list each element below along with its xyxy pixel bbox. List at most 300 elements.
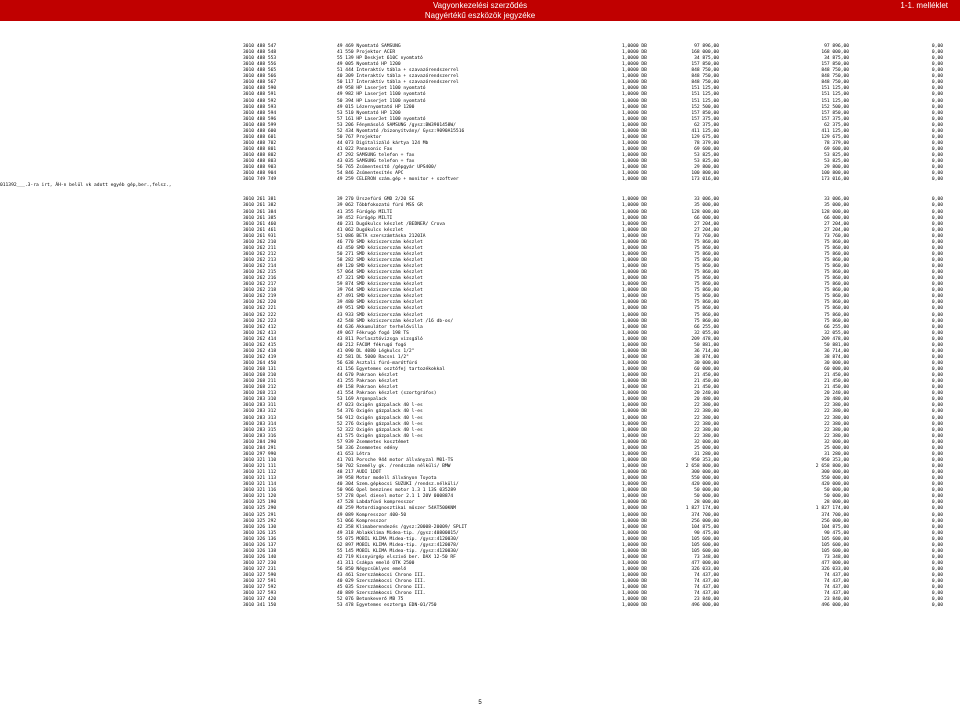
- asset-name: 41 575 Oxigén gázpalack 40 l-es: [337, 433, 423, 439]
- asset-name: 41 701 Porsche 944 motor állványzal M01-TS: [337, 457, 454, 463]
- depreciation-value: 496 000,00: [821, 603, 849, 609]
- gross-value: 53 825,00: [694, 153, 719, 159]
- asset-quantity: 1,0000 DB: [622, 312, 647, 318]
- depreciation-value: 21 450,00: [824, 373, 849, 379]
- gross-value: 75 860,00: [694, 312, 719, 318]
- asset-quantity: 1,0000 DB: [622, 500, 647, 506]
- gross-value: 74 437,00: [694, 585, 719, 591]
- asset-code: 3010 488 594: [243, 110, 277, 116]
- asset-quantity: 1,0000 DB: [622, 354, 647, 360]
- depreciation-value: 75 860,00: [824, 282, 849, 288]
- asset-quantity: 1,0000 DB: [622, 177, 647, 183]
- asset-name: 50 767 Projektor: [337, 134, 382, 140]
- asset-quantity: 1,0000 DB: [622, 62, 647, 68]
- depreciation-value: 157 850,00: [821, 110, 849, 116]
- depreciation-value: 75 860,00: [824, 257, 849, 263]
- asset-name: 49 469 Nyomtató SAMSUNG: [337, 44, 401, 49]
- asset-quantity: 1,0000 DB: [622, 348, 647, 354]
- asset-code: 3010 488 590: [243, 86, 277, 92]
- gross-value: 256 000,00: [691, 518, 719, 524]
- net-value: 0,00: [931, 203, 943, 209]
- net-value: 0,00: [931, 379, 943, 385]
- asset-name: 57 939 Zsemmetes kosztémet: [337, 439, 409, 445]
- asset-name: 49 158 Pakraon készlet: [337, 385, 398, 391]
- asset-name: 54 846 Zsűmentesítés APC: [337, 171, 404, 177]
- asset-quantity: 1,0000 DB: [622, 536, 647, 542]
- depreciation-value: 69 600,00: [824, 147, 849, 153]
- asset-quantity: 1,0000 DB: [622, 276, 647, 282]
- asset-quantity: 1,0000 DB: [622, 567, 647, 573]
- gross-value: 34 875,00: [694, 56, 719, 62]
- gross-value: 27 204,00: [694, 221, 719, 227]
- gross-value: 50 881,00: [694, 342, 719, 348]
- side-note: 011392___.3-ra irt, ÁH-n belül vk adott egyéb gép,ber.,felsz.,: [0, 183, 172, 189]
- asset-code: 3010 262 413: [243, 330, 277, 336]
- net-value: 0,00: [931, 215, 943, 221]
- asset-name: 44 636 Akkumulátor terhelővilla: [337, 324, 423, 330]
- asset-quantity: 1,0000 DB: [622, 464, 647, 470]
- asset-code: 3010 488 556: [243, 62, 277, 68]
- gross-value: 128 000,00: [691, 209, 719, 215]
- asset-quantity: 1,0000 DB: [622, 318, 647, 324]
- asset-name: 46 770 SMD kéziszerszám készlet: [337, 239, 423, 245]
- asset-name: 59 874 SMD kéziszerszám készlet: [337, 282, 423, 288]
- asset-name: 39 270 Úrszefúró GMD 2/20 SE: [337, 197, 415, 203]
- depreciation-value: 105 600,00: [821, 536, 849, 542]
- asset-code: 3010 488 591: [243, 92, 277, 98]
- gross-value: 75 860,00: [694, 318, 719, 324]
- gross-value: 21 450,00: [694, 385, 719, 391]
- asset-code: 3010 488 601: [243, 134, 277, 140]
- asset-name: 43 035 SAMSUNG telefon + fax: [337, 159, 415, 165]
- net-value: 0,00: [931, 457, 943, 463]
- asset-quantity: 1,0000 DB: [622, 439, 647, 445]
- net-value: 0,00: [931, 548, 943, 554]
- net-value: 0,00: [931, 336, 943, 342]
- net-value: 0,00: [931, 209, 943, 215]
- asset-code: 3010 284 290: [243, 439, 277, 445]
- net-value: 0,00: [931, 159, 943, 165]
- net-value: 0,00: [931, 245, 943, 251]
- asset-code: 3010 262 215: [243, 270, 277, 276]
- gross-value: 75 860,00: [694, 276, 719, 282]
- depreciation-value: 128 000,00: [821, 209, 849, 215]
- gross-value: 1 827 174,00: [685, 506, 719, 512]
- asset-name: 39 764 SMD kéziszerszám készlet: [337, 288, 423, 294]
- asset-name: 55 145 MOBIL KLIMA Midea-tip. /gysz:4120030/: [337, 548, 459, 554]
- net-value: 0,00: [931, 86, 943, 92]
- gross-value: 66 000,00: [694, 215, 719, 221]
- gross-value: 104 875,00: [691, 524, 719, 530]
- asset-quantity: 1,0000 DB: [622, 324, 647, 330]
- asset-quantity: 1,0000 DB: [622, 512, 647, 518]
- asset-name: 51 086 BETA szerszámtáska 2120IA: [337, 233, 426, 239]
- depreciation-value: 34 875,00: [824, 56, 849, 62]
- gross-value: 22 380,00: [694, 433, 719, 439]
- asset-code: 3010 261 385: [243, 215, 277, 221]
- asset-quantity: 1,0000 DB: [622, 147, 647, 153]
- asset-code: 3010 488 565: [243, 68, 277, 74]
- gross-value: 20 480,00: [694, 397, 719, 403]
- asset-name: 58 282 SMD kéziszerszám készlet: [337, 257, 423, 263]
- gross-value: 300 000,00: [691, 470, 719, 476]
- asset-code: 3010 262 220: [243, 300, 277, 306]
- asset-code: 3010 488 596: [243, 116, 277, 122]
- gross-value: 105 600,00: [691, 542, 719, 548]
- gross-value: 38 874,00: [694, 354, 719, 360]
- asset-name: 51 444 Interaktív tábla + szavazórendszerrel: [337, 68, 459, 74]
- asset-code: 3010 326 130: [243, 524, 277, 530]
- asset-quantity: 1,0000 DB: [622, 397, 647, 403]
- net-value: 0,00: [931, 288, 943, 294]
- depreciation-value: 209 478,00: [821, 336, 849, 342]
- gross-value: 25 000,00: [694, 445, 719, 451]
- gross-value: 78 379,00: [694, 140, 719, 146]
- asset-code: 3010 264 450: [243, 361, 277, 366]
- net-value: 0,00: [931, 312, 943, 318]
- asset-code: 3010 262 415: [243, 342, 277, 348]
- net-value: 0,00: [931, 542, 943, 548]
- depreciation-value: 62 375,00: [824, 122, 849, 128]
- net-value: 0,00: [931, 80, 943, 86]
- net-value: 0,00: [931, 318, 943, 324]
- gross-value: 157 850,00: [691, 62, 719, 68]
- asset-name: 50 394 HP Laserjet 1100 nyomtató: [337, 98, 426, 104]
- asset-quantity: 1,0000 DB: [622, 367, 647, 373]
- asset-code: 3010 325 290: [243, 506, 277, 512]
- depreciation-value: 74 437,00: [824, 585, 849, 591]
- gross-value: 22 380,00: [694, 409, 719, 415]
- asset-quantity: 1,0000 DB: [622, 98, 647, 104]
- net-value: 0,00: [931, 68, 943, 74]
- asset-name: 44 670 Pakraon készlet: [337, 373, 398, 379]
- asset-quantity: 1,0000 DB: [622, 306, 647, 312]
- asset-code: 3010 262 414: [243, 336, 277, 342]
- net-value: 0,00: [931, 257, 943, 263]
- gross-value: 74 437,00: [694, 579, 719, 585]
- asset-name: 56 912 Oxigén gázpalack 40 l-es: [337, 415, 423, 421]
- asset-name: 49 951 SMD kéziszerszám készlet: [337, 306, 423, 312]
- depreciation-value: 157 850,00: [821, 62, 849, 68]
- gross-value: 157 375,00: [691, 116, 719, 122]
- net-value: 0,00: [931, 92, 943, 98]
- asset-code: 3010 326 138: [243, 548, 277, 554]
- gross-value: 75 860,00: [694, 239, 719, 245]
- asset-name: 54 376 Oxigén gázpalack 40 l-es: [337, 409, 423, 415]
- asset-name: 41 022 Panasonic Fax: [337, 147, 393, 153]
- depreciation-value: 173 016,00: [821, 177, 849, 183]
- net-value: 0,00: [931, 276, 943, 282]
- asset-quantity: 1,0000 DB: [622, 74, 647, 80]
- net-value: 0,00: [931, 239, 943, 245]
- gross-value: 50 000,00: [694, 488, 719, 494]
- depreciation-value: 75 860,00: [824, 300, 849, 306]
- gross-value: 151 125,00: [691, 86, 719, 92]
- asset-quantity: 1,0000 DB: [622, 122, 647, 128]
- depreciation-value: 168 000,00: [821, 50, 849, 56]
- gross-value: 32 055,00: [694, 330, 719, 336]
- asset-name: 45 035 Szerszámkocsi Chrono III.: [337, 585, 426, 591]
- asset-code: 3010 326 135: [243, 530, 277, 536]
- gross-value: 33 006,00: [694, 197, 719, 203]
- asset-name: 62 897 MOBIL KLIMA Midea-tip. /gysz:4120078/: [337, 542, 459, 548]
- asset-name: 56 850 Négycsüklyes emelő: [337, 567, 407, 573]
- asset-name: 53 478 Egyetemes esztergа EDN-01/750: [337, 603, 437, 609]
- gross-value: 29 800,00: [694, 165, 719, 171]
- gross-value: 30 000,00: [694, 361, 719, 366]
- depreciation-value: 300 000,00: [821, 470, 849, 476]
- asset-code: 3010 325 190: [243, 500, 277, 506]
- depreciation-value: 848 750,00: [821, 68, 849, 74]
- asset-quantity: 1,0000 DB: [622, 153, 647, 159]
- net-value: 0,00: [931, 476, 943, 482]
- net-value: 0,00: [931, 348, 943, 354]
- gross-value: 326 033,00: [691, 567, 719, 573]
- asset-quantity: 1,0000 DB: [622, 361, 647, 366]
- asset-code: 3010 488 599: [243, 122, 277, 128]
- asset-code: 3010 262 212: [243, 251, 277, 257]
- asset-quantity: 1,0000 DB: [622, 165, 647, 171]
- asset-code: 3010 337 420: [243, 597, 277, 603]
- depreciation-value: 374 700,00: [821, 512, 849, 518]
- gross-value: 32 000,00: [694, 439, 719, 445]
- gross-value: 374 700,00: [691, 512, 719, 518]
- depreciation-value: 75 860,00: [824, 306, 849, 312]
- depreciation-value: 74 437,00: [824, 579, 849, 585]
- asset-code: 3010 488 548: [243, 50, 277, 56]
- depreciation-value: 157 375,00: [821, 116, 849, 122]
- asset-name: 41 062 Dugókulcs készlet: [337, 227, 404, 233]
- depreciation-value: 35 000,00: [824, 203, 849, 209]
- gross-value: 496 000,00: [691, 603, 719, 609]
- depreciation-value: 97 896,00: [824, 44, 849, 49]
- depreciation-value: 27 204,00: [824, 227, 849, 233]
- asset-name: 47 491 SMD kéziszerszám készlet: [337, 294, 423, 300]
- net-value: 0,00: [931, 128, 943, 134]
- gross-value: 20 240,00: [694, 391, 719, 397]
- net-value: 0,00: [931, 603, 943, 609]
- depreciation-value: 50 000,00: [824, 488, 849, 494]
- asset-name: 43 450 SMD kéziszerszám készlet: [337, 245, 423, 251]
- asset-code: 3010 488 702: [243, 140, 277, 146]
- gross-value: 22 380,00: [694, 421, 719, 427]
- depreciation-value: 66 000,00: [824, 215, 849, 221]
- net-value: 0,00: [931, 147, 943, 153]
- asset-quantity: 1,0000 DB: [622, 548, 647, 554]
- depreciation-value: 848 750,00: [821, 74, 849, 80]
- asset-name: 51 066 Kompresszor: [337, 518, 387, 524]
- depreciation-value: 22 380,00: [824, 409, 849, 415]
- asset-code: 3010 488 592: [243, 98, 277, 104]
- net-value: 0,00: [931, 306, 943, 312]
- asset-name: 57 161 HP LaserJet 1100 nyomtató: [337, 116, 426, 122]
- depreciation-value: 151 125,00: [821, 98, 849, 104]
- net-value: 0,00: [931, 324, 943, 330]
- net-value: 0,00: [931, 197, 943, 203]
- gross-value: 53 825,00: [694, 159, 719, 165]
- depreciation-value: 22 380,00: [824, 403, 849, 409]
- asset-quantity: 1,0000 DB: [622, 597, 647, 603]
- depreciation-value: 420 000,00: [821, 482, 849, 488]
- asset-quantity: 1,0000 DB: [622, 86, 647, 92]
- asset-code: 3010 326 136: [243, 536, 277, 542]
- asset-quantity: 1,0000 DB: [622, 56, 647, 62]
- asset-quantity: 1,0000 DB: [622, 215, 647, 221]
- asset-quantity: 1,0000 DB: [622, 421, 647, 427]
- asset-name: 58 336 Zsemmetes edény: [337, 445, 398, 451]
- depreciation-value: 326 033,00: [821, 567, 849, 573]
- asset-quantity: 1,0000 DB: [622, 330, 647, 336]
- gross-value: 73 348,00: [694, 554, 719, 560]
- gross-value: 151 125,00: [691, 92, 719, 98]
- net-value: 0,00: [931, 56, 943, 62]
- asset-name: 43 811 Porlasztóvizsga vizsgáló: [337, 336, 423, 342]
- net-value: 0,00: [931, 251, 943, 257]
- net-value: 0,00: [931, 439, 943, 445]
- depreciation-value: 74 437,00: [824, 573, 849, 579]
- gross-value: 157 850,00: [691, 110, 719, 116]
- depreciation-value: 22 380,00: [824, 415, 849, 421]
- asset-code: 3010 488 903: [243, 165, 277, 171]
- asset-quantity: 1,0000 DB: [622, 92, 647, 98]
- asset-quantity: 1,0000 DB: [622, 221, 647, 227]
- net-value: 0,00: [931, 403, 943, 409]
- asset-quantity: 1,0000 DB: [622, 68, 647, 74]
- asset-code: 3010 268 212: [243, 385, 277, 391]
- gross-value: 22 380,00: [694, 415, 719, 421]
- asset-code: 3010 262 418: [243, 348, 277, 354]
- asset-code: 3010 283 313: [243, 415, 277, 421]
- asset-name: 52 276 Oxigén gázpalack 40 l-es: [337, 421, 423, 427]
- depreciation-value: 20 240,00: [824, 391, 849, 397]
- asset-quantity: 1,0000 DB: [622, 409, 647, 415]
- depreciation-value: 73 348,00: [824, 554, 849, 560]
- net-value: 0,00: [931, 354, 943, 360]
- asset-quantity: 1,0000 DB: [622, 603, 647, 609]
- depreciation-value: 2 658 800,00: [815, 464, 849, 470]
- gross-value: 22 380,00: [694, 427, 719, 433]
- asset-code: 3010 321 116: [243, 488, 277, 494]
- asset-quantity: 1,0000 DB: [622, 573, 647, 579]
- depreciation-value: 151 125,00: [821, 86, 849, 92]
- net-value: 0,00: [931, 524, 943, 530]
- asset-code: 3010 749 749: [243, 177, 277, 183]
- gross-value: 75 860,00: [694, 306, 719, 312]
- gross-value: 28 000,00: [694, 500, 719, 506]
- net-value: 0,00: [931, 512, 943, 518]
- asset-quantity: 1,0000 DB: [622, 116, 647, 122]
- annex-label: 1-1. melléklet: [900, 1, 948, 10]
- asset-code: 3010 262 216: [243, 276, 277, 282]
- asset-quantity: 1,0000 DB: [622, 591, 647, 597]
- table-row: [0, 603, 960, 609]
- asset-code: 3010 262 211: [243, 245, 277, 251]
- gross-value: 50 000,00: [694, 494, 719, 500]
- depreciation-value: 75 860,00: [824, 288, 849, 294]
- depreciation-value: 75 860,00: [824, 270, 849, 276]
- net-value: 0,00: [931, 597, 943, 603]
- net-value: 0,00: [931, 554, 943, 560]
- asset-quantity: 1,0000 DB: [622, 257, 647, 263]
- asset-name: 57 064 SMD kéziszerszám készlet: [337, 270, 423, 276]
- asset-quantity: 1,0000 DB: [622, 336, 647, 342]
- asset-code: 3010 327 593: [243, 591, 277, 597]
- depreciation-value: 22 380,00: [824, 421, 849, 427]
- depreciation-value: 104 875,00: [821, 524, 849, 530]
- net-value: 0,00: [931, 264, 943, 270]
- asset-name: 43 933 SMD kéziszerszám készlet: [337, 312, 423, 318]
- depreciation-value: 75 860,00: [824, 318, 849, 324]
- asset-name: 55 075 MOBIL KLIMA Midea-tip. /gysz:4120030/: [337, 536, 459, 542]
- gross-value: 60 000,00: [694, 367, 719, 373]
- asset-name: 50 702 Személy gk. /rendszám nélküli/ BMW: [337, 464, 451, 470]
- asset-name: 49 089 Kompresszor 400-50: [337, 512, 407, 518]
- asset-quantity: 1,0000 DB: [622, 171, 647, 177]
- gross-value: 477 000,00: [691, 560, 719, 566]
- asset-code: 3010 283 314: [243, 421, 277, 427]
- net-value: 0,00: [931, 153, 943, 159]
- asset-name: 53 206 Fénymásoló SAMSUNG /gysz:BW3901458W/: [337, 122, 456, 128]
- net-value: 0,00: [931, 391, 943, 397]
- gross-value: 209 478,00: [691, 336, 719, 342]
- asset-name: 49 005 Nyomtató HP 1200: [337, 62, 401, 68]
- net-value: 0,00: [931, 530, 943, 536]
- depreciation-value: 23 840,00: [824, 597, 849, 603]
- asset-name: 56 638 Asztali fúró-marótfúró: [337, 361, 418, 366]
- asset-name: 48 217 AUDI 1DOT: [337, 470, 382, 476]
- net-value: 0,00: [931, 44, 943, 49]
- asset-name: 39 480 SMD kéziszerszám készlet: [337, 300, 423, 306]
- asset-quantity: 1,0000 DB: [622, 264, 647, 270]
- asset-quantity: 1,0000 DB: [622, 560, 647, 566]
- asset-quantity: 1,0000 DB: [622, 518, 647, 524]
- asset-code: 3010 488 547: [243, 44, 277, 49]
- asset-name: 49 982 HP Laserjet 1100 nyomtató: [337, 92, 426, 98]
- asset-code: 3010 321 110: [243, 457, 277, 463]
- asset-quantity: 1,0000 DB: [622, 403, 647, 409]
- asset-quantity: 1,0000 DB: [622, 379, 647, 385]
- asset-name: 39 958 Motor modell állványon Toyota: [337, 476, 437, 482]
- asset-quantity: 1,0000 DB: [622, 482, 647, 488]
- asset-name: 40 304 Szem.gépkocsi SUZUKI /rendsz.nélküli/: [337, 482, 459, 488]
- net-value: 0,00: [931, 367, 943, 373]
- gross-value: 62 375,00: [694, 122, 719, 128]
- net-value: 0,00: [931, 233, 943, 239]
- net-value: 0,00: [931, 579, 943, 585]
- asset-name: 41 653 Létra: [337, 451, 371, 457]
- asset-quantity: 1,0000 DB: [622, 585, 647, 591]
- asset-code: 3010 284 291: [243, 445, 277, 451]
- asset-code: 3010 283 316: [243, 433, 277, 439]
- asset-quantity: 1,0000 DB: [622, 140, 647, 146]
- asset-quantity: 1,0000 DB: [622, 50, 647, 56]
- asset-name: 50 117 Interaktív tábla + szavazórendszerrel: [337, 80, 459, 86]
- depreciation-value: 27 204,00: [824, 221, 849, 227]
- depreciation-value: 32 055,00: [824, 330, 849, 336]
- asset-code: 3010 321 111: [243, 464, 277, 470]
- asset-code: 3010 268 213: [243, 391, 277, 397]
- net-value: 0,00: [931, 270, 943, 276]
- asset-name: 55 139 HP Deskjet 610C nyomtató: [337, 56, 423, 62]
- net-value: 0,00: [931, 482, 943, 488]
- asset-code: 3010 326 140: [243, 554, 277, 560]
- net-value: 0,00: [931, 294, 943, 300]
- net-value: 0,00: [931, 560, 943, 566]
- asset-name: 41 550 Projektor ACER: [337, 50, 396, 56]
- depreciation-value: 22 380,00: [824, 427, 849, 433]
- net-value: 0,00: [931, 62, 943, 68]
- depreciation-value: 53 825,00: [824, 153, 849, 159]
